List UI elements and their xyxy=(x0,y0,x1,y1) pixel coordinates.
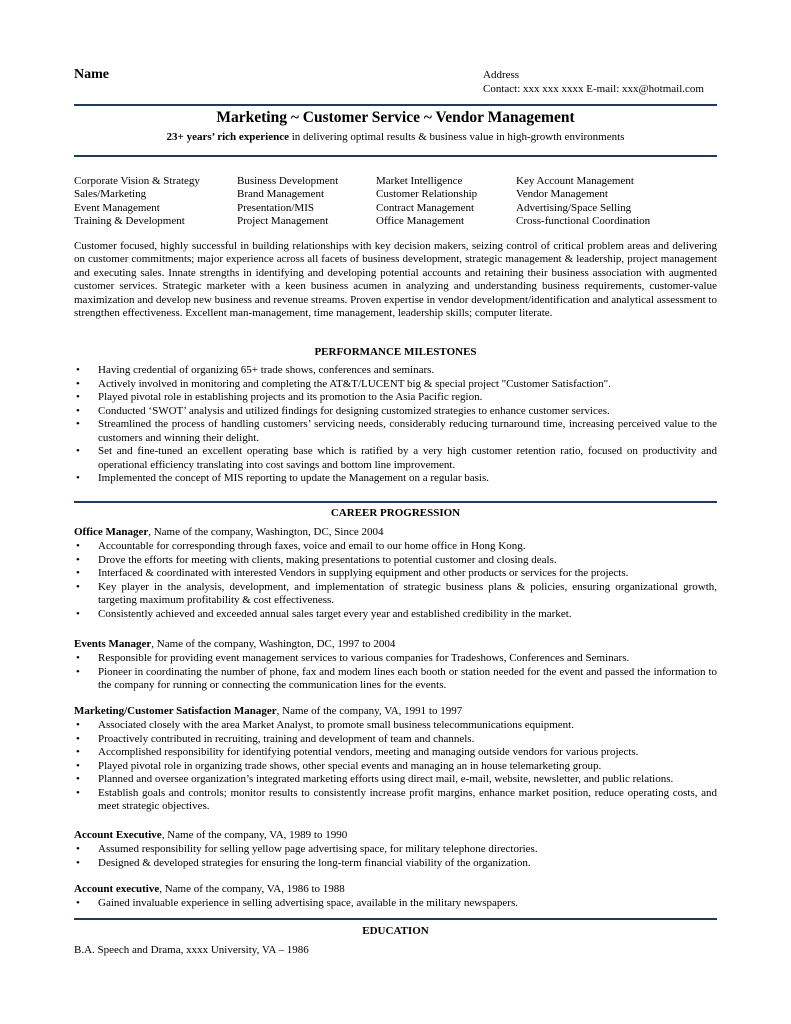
job-heading xyxy=(74,526,717,540)
list-item: • Actively involved in monitoring and completing the AT&T/LUCENT big & special project "Customer Satisfaction". xyxy=(74,378,717,392)
divider-rule xyxy=(74,918,717,920)
subtitle-bold: 23+ years’ rich experience xyxy=(166,131,289,143)
profile-summary: Customer focused, highly successful in building relationships with key decision makers, seizing control of critical problem areas and delivering on customer commitments; major experience across all facets of business development, strategic management & leadership, project management and executing sales. Innate strengths in identifying and developing potential accounts and retaining their business association with augmented customer services. Strategic marketer with a keen business acumen in analyzing and understanding business requirements, customer-value maximization and develop new business and revenue streams. Proven expertise in vendor development/identification and analytical assessment to strengthen effectiveness. Excellent man-management, time management, leadership skills; computer literate. xyxy=(74,240,717,320)
list-item: • Set and fine-tuned an excellent operating base which is ratified by a very high customer retention ratio, focused on productivity and operational efficiency translating into cost savings and bottom line improvement. xyxy=(74,445,717,472)
list-item: • Interfaced & coordinated with interested Vendors in supplying equipment and other products or services for the projects. xyxy=(74,567,717,581)
list-item: • Designed & developed strategies for ensuring the long-term financial viability of the organization. xyxy=(74,857,717,871)
divider-rule xyxy=(74,501,717,503)
job-entry xyxy=(74,829,717,843)
milestones-list xyxy=(74,364,717,486)
job-heading xyxy=(74,883,717,897)
job-duties-list xyxy=(74,897,717,911)
divider-rule xyxy=(74,155,717,157)
skills-column xyxy=(237,175,338,229)
skill-item: Business Development xyxy=(237,175,339,187)
job-duties-list xyxy=(74,540,717,621)
section-title-career: CAREER PROGRESSION xyxy=(330,507,461,519)
job-detail: , Name of the company, VA, 1991 to 1997 xyxy=(276,705,463,717)
job-role: Office Manager xyxy=(74,526,149,538)
job-duties-list xyxy=(74,652,717,693)
list-item: • Assumed responsibility for selling yellow page advertising space, for military telephone directories. xyxy=(74,843,717,857)
list-item: • Pioneer in coordinating the number of phone, fax and modem lines each booth or station needed for the event and passed the information to the company for running or connecting the communication lines for the events. xyxy=(74,666,717,693)
job-detail: , Name of the company, VA, 1986 to 1988 xyxy=(159,883,345,895)
skill-item: Corporate Vision & Strategy xyxy=(74,175,200,187)
skills-column xyxy=(74,175,200,229)
job-heading xyxy=(74,705,717,719)
skill-item: Cross-functional Coordination xyxy=(516,215,651,228)
skill-item: Brand Management xyxy=(237,188,325,201)
job-duties-list xyxy=(74,719,717,814)
job-detail: , Name of the company, Washington, DC, Since 2004 xyxy=(148,526,384,538)
list-item: • Establish goals and controls; monitor results to consistently increase profit margins, enhance market position, reduce operating costs, and meet strategic objectives. xyxy=(74,787,717,814)
list-item: • Gained invaluable experience in selling advertising space, available in the military newspapers. xyxy=(74,897,717,911)
job-duties-list xyxy=(74,843,717,870)
resume-subtitle xyxy=(74,131,717,143)
section-title-milestones: PERFORMANCE MILESTONES xyxy=(314,346,477,358)
list-item: • Consistently achieved and exceeded annual sales target every year and established credibility in the market. xyxy=(74,608,717,622)
skill-item: Training & Development xyxy=(74,215,185,228)
job-role: Account Executive xyxy=(74,829,162,841)
list-item: • Planned and oversee organization’s integrated marketing efforts using direct mail, e-mail, website, newsletter, and public relations. xyxy=(74,773,717,787)
skill-item: Office Management xyxy=(376,215,465,228)
section-title-education: EDUCATION xyxy=(362,925,429,937)
skill-item: Contract Management xyxy=(376,201,475,214)
list-item: • Streamlined the process of handling customers’ servicing needs, considerably reducing turnaround time, increasing perceived value to the customers and winning their delight. xyxy=(74,418,717,445)
skill-item: Market Intelligence xyxy=(376,175,463,187)
address-line: Address xyxy=(483,69,520,81)
job-role: Events Manager xyxy=(74,638,152,650)
skill-item: Customer Relationship xyxy=(376,188,478,201)
job-detail: , Name of the company, Washington, DC, 1997 to 2004 xyxy=(151,638,396,650)
skills-column xyxy=(376,175,477,229)
contact-line: Contact: xxx xxx xxxx E-mail: xxx@hotmail.com xyxy=(483,83,704,95)
job-heading xyxy=(74,829,717,843)
job-entry xyxy=(74,883,717,897)
list-item: • Implemented the concept of MIS reporting to update the Management on a regular basis. xyxy=(74,472,717,486)
skill-item: Sales/Marketing xyxy=(74,188,147,201)
list-item: • Key player in the analysis, development, and implementation of strategic business plans & policies, ensuring organizational growth, targeting maximum profitability & cost effectiveness. xyxy=(74,581,717,608)
skill-item: Presentation/MIS xyxy=(237,201,314,214)
list-item: • Having credential of organizing 65+ trade shows, conferences and seminars. xyxy=(74,364,717,378)
list-item: • Proactively contributed in recruiting, training and development of team and channels. xyxy=(74,733,717,747)
education-line: B.A. Speech and Drama, xxxx University, VA – 1986 xyxy=(74,944,309,956)
list-item: • Played pivotal role in organizing trade shows, other special events and managing an in house telemarketing group. xyxy=(74,760,717,774)
job-role: Account executive xyxy=(74,883,160,895)
skill-item: Project Management xyxy=(237,215,329,228)
skills-column xyxy=(516,175,650,229)
list-item: • Drove the efforts for meeting with clients, making presentations to potential customer and closing deals. xyxy=(74,554,717,568)
job-entry xyxy=(74,526,717,540)
contact-block xyxy=(483,68,704,96)
list-item: • Played pivotal role in establishing projects and its promotion to the Asia Pacific region. xyxy=(74,391,717,405)
skill-item: Key Account Management xyxy=(516,175,634,187)
divider-rule xyxy=(74,104,717,106)
list-item: • Accountable for corresponding through faxes, voice and email to our home office in Hong Kong. xyxy=(74,540,717,554)
job-role: Marketing/Customer Satisfaction Manager xyxy=(74,705,277,717)
list-item: • Associated closely with the area Market Analyst, to promote small business telecommunications equipment. xyxy=(74,719,717,733)
list-item: • Accomplished responsibility for identifying potential vendors, meeting and managing outside vendors for various projects. xyxy=(74,746,717,760)
resume-title: Marketing ~ Customer Service ~ Vendor Management xyxy=(216,109,575,126)
job-entry xyxy=(74,705,717,719)
job-entry xyxy=(74,638,717,652)
list-item: • Conducted ‘SWOT’ analysis and utilized findings for designing customized strategies to enhance customer services. xyxy=(74,405,717,419)
skill-item: Advertising/Space Selling xyxy=(516,201,632,214)
list-item: • Responsible for providing event management services to various companies for Tradeshows, Conferences and Seminars. xyxy=(74,652,717,666)
candidate-name: Name xyxy=(74,67,109,82)
job-detail: , Name of the company, VA, 1989 to 1990 xyxy=(161,829,348,841)
job-heading xyxy=(74,638,717,652)
skill-item: Vendor Management xyxy=(516,188,608,201)
skill-item: Event Management xyxy=(74,201,160,214)
subtitle-rest: in delivering optimal results & business value in high-growth environments xyxy=(288,131,625,143)
